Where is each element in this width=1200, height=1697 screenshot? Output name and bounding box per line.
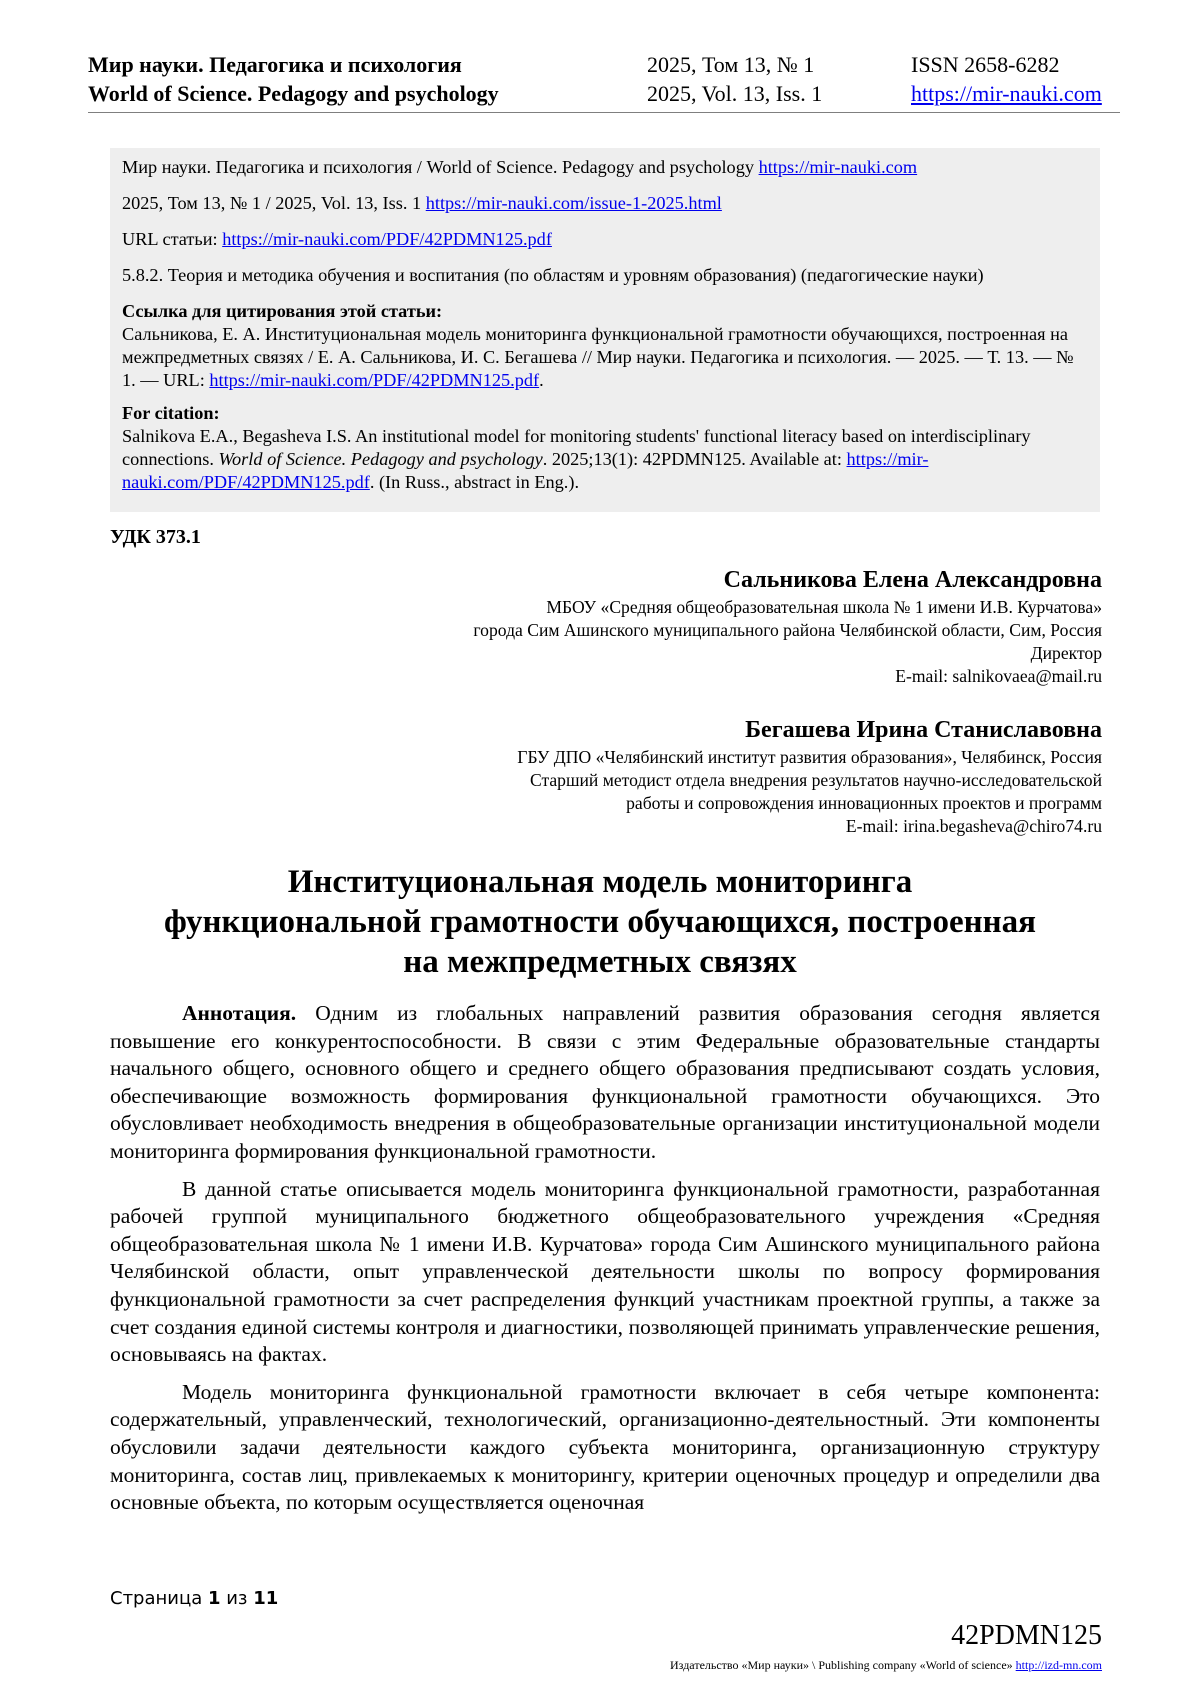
journal-name-ru: Мир науки. Педагогика и психология: [88, 52, 462, 77]
article-pdf-link[interactable]: https://mir-nauki.com/PDF/42PDMN125.pdf: [222, 229, 552, 249]
author-affiliation: ГБУ ДПО «Челябинский институт развития образования», Челябинск, Россия: [517, 747, 1102, 767]
author-affiliation: МБОУ «Средняя общеобразовательная школа № 1 имени И.В. Курчатова»: [546, 597, 1102, 617]
author-name: Бегашева Ирина Станиславовна: [745, 717, 1102, 743]
author-2: [517, 715, 1102, 838]
abstract-paragraph: Аннотация. Одним из глобальных направлений развития образования сегодня является повышение его конкурентоспособности. В связи с этим Федеральные образовательные стандарты начального общего, основного общего и среднего общего образования предписывают создать условия, обеспечивающие возможность формирования функциональной грамотности обучающихся. Это обусловливает необходимость внедрения в общеобразовательные организации институциональной модели мониторинга формирования функциональной грамотности.: [110, 1001, 1100, 1163]
abstract-body: [110, 1000, 1100, 1527]
journal-name-en: World of Science. Pedagogy and psychology: [88, 81, 499, 106]
issue-ru: 2025, Том 13, № 1: [647, 52, 815, 77]
issn: ISSN 2658-6282: [911, 52, 1060, 77]
info-url-line: URL статьи: https://mir-nauki.com/PDF/42PDMN125.pdf: [122, 229, 552, 249]
author-position: работы и сопровождения инновационных проектов и программ: [626, 793, 1102, 813]
author-email: E-mail: irina.begasheva@chiro74.ru: [845, 816, 1102, 836]
page-counter: Страница 1 из 11: [110, 1588, 279, 1609]
site-link[interactable]: https://mir-nauki.com: [911, 81, 1102, 106]
article-code: 42PDMN125: [951, 1620, 1102, 1651]
article-title: Институциональная модель мониторинга функциональной грамотности обучающихся, построенная на межпредметных связях: [163, 864, 1037, 980]
header-divider: [88, 112, 1120, 113]
journal-link[interactable]: https://mir-nauki.com: [758, 157, 918, 177]
article-info-box: [110, 148, 1100, 512]
author-name: Сальникова Елена Александровна: [723, 567, 1102, 593]
citation-en: For citation: Salnikova E.A., Begasheva I.S. An institutional model for monitoring students' functional literacy based on interdisciplinary connections. World of Science. Pedagogy and psychology. 2025;13(1): 42PDMN125. Available at: https://mir-nauki.com/PDF/42PDMN125.pdf. (In Russ., abstract in Eng.).: [122, 402, 1088, 494]
author-email: E-mail: salnikovaea@mail.ru: [895, 666, 1102, 686]
header-journal-name: [88, 50, 499, 108]
author-affiliation: города Сим Ашинского муниципального района Челябинской области, Сим, Россия: [473, 620, 1102, 640]
info-specialty-line: 5.8.2. Теория и методика обучения и воспитания (по областям и уровням образования) (педагогические науки): [122, 265, 984, 285]
author-position: Директор: [1030, 643, 1102, 663]
abstract-paragraph: Модель мониторинга функциональной грамотности включает в себя четыре компонента: содержательный, управленческий, технологический, организационно-деятельностный. Эти компоненты обусловили задачи деятельности каждого субъекта мониторинга, организационную структуру мониторинга, состав лиц, привлекаемых к мониторингу, критерии оценочных процедур и определили два основные объекта, по которым осуществляется оценочная: [110, 1379, 1100, 1515]
issue-link[interactable]: https://mir-nauki.com/issue-1-2025.html: [425, 193, 722, 213]
info-issue-line: 2025, Том 13, № 1 / 2025, Vol. 13, Iss. 1 https://mir-nauki.com/issue-1-2025.html: [122, 193, 722, 213]
issue-en: 2025, Vol. 13, Iss. 1: [647, 81, 823, 106]
author-1: [473, 565, 1102, 688]
citation-ru: Ссылка для цитирования этой статьи: Сальникова, Е. А. Институциональная модель мониторинга функциональной грамотности обучающихся, построенная на межпредметных связях / Е. А. Сальникова, И. С. Бегашева // Мир науки. Педагогика и психология. — 2025. — Т. 13. — № 1. — URL: https://mir-nauki.com/PDF/42PDMN125.pdf.: [122, 300, 1088, 392]
author-affiliation: Старший методист отдела внедрения результатов научно-исследовательской: [529, 770, 1102, 790]
info-journal-line: Мир науки. Педагогика и психология / World of Science. Pedagogy and psychology https://mir-nauki.com: [122, 157, 918, 177]
running-header: [88, 50, 1120, 112]
abstract-paragraph: В данной статье описывается модель мониторинга функциональной грамотности, разработанная рабочей группой муниципального бюджетного общеобразовательного учреждения «Средняя общеобразовательная школа № 1 имени И.В. Курчатова» города Сим Ашинского муниципального района Челябинской области, опыт управленческой деятельности школы по вопросу формирования функциональной грамотности за счет распределения функций участникам проектной группы, а также за счет создания единой системы контроля и диагностики, позволяющей принимать управленческие решения, основываясь на фактах.: [110, 1176, 1100, 1367]
publisher-line: Издательство «Мир науки» \ Publishing company «World of science» http://izd-mn.com: [670, 1658, 1102, 1672]
header-issn-site: [911, 50, 1102, 108]
citation-en-link[interactable]: https://mir-nauki.com/PDF/42PDMN125.pdf: [122, 449, 929, 492]
abstract-label: Аннотация.: [182, 1001, 297, 1025]
citation-en-heading: For citation:: [122, 403, 220, 423]
publisher-link[interactable]: http://izd-mn.com: [1015, 1658, 1102, 1672]
header-issue: [647, 50, 822, 108]
udk-code: УДК 373.1: [110, 526, 201, 548]
citation-ru-link[interactable]: https://mir-nauki.com/PDF/42PDMN125.pdf: [209, 370, 540, 390]
citation-ru-heading: Ссылка для цитирования этой статьи:: [122, 301, 443, 321]
